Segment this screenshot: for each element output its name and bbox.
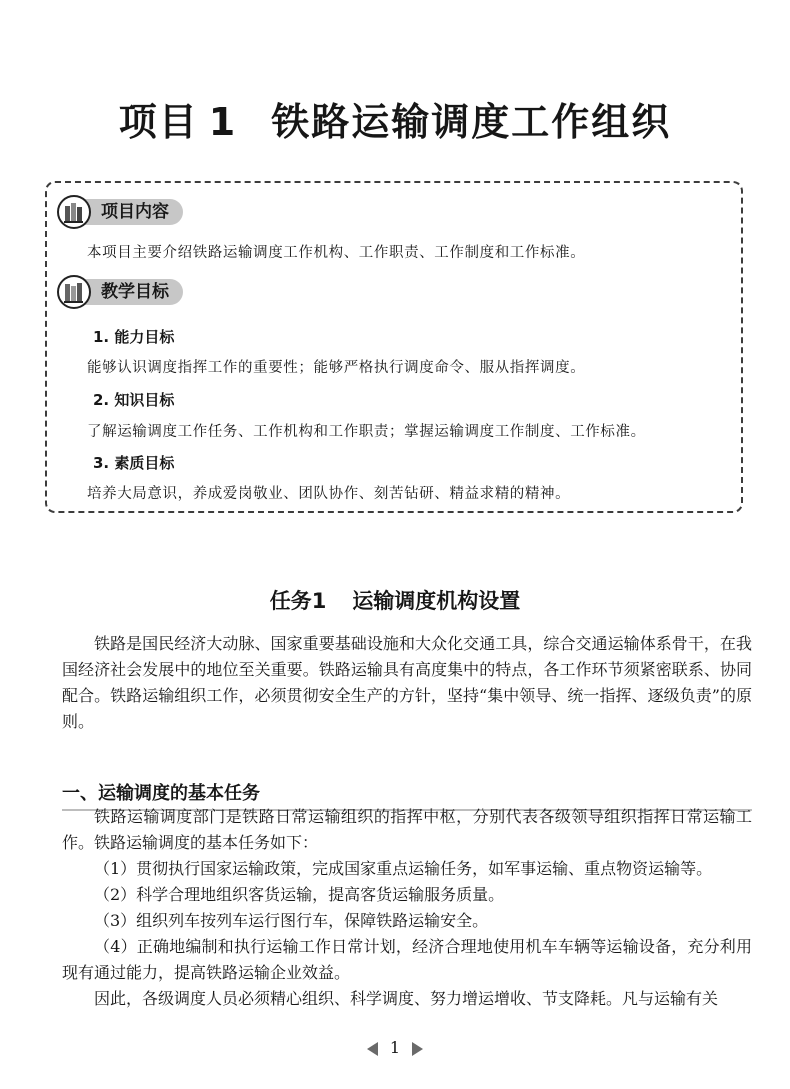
list-item: （1）贯彻执行国家运输政策，完成国家重点运输任务，如军事运输、重点物资运输等。 [94,859,713,878]
goal-text: 了解运输调度工作任务、工作机构和工作职责；掌握运输调度工作制度、工作标准。 [87,424,646,440]
goal-heading: 3. 素质目标 [93,454,175,472]
body-paragraph: 铁路运输调度部门是铁路日常运输组织的指挥中枢，分别代表各级领导组织指挥日常运输工作。铁路运输调度的基本任务如下： [62,807,752,852]
goal-heading: 2. 知识目标 [93,391,175,409]
right-triangle-icon [412,1042,423,1056]
page-number-footer [0,1038,790,1057]
list-item: （3）组织列车按列车运行图行车，保障铁路运输安全。 [94,911,489,930]
section-body [62,804,752,1012]
task-number: 1 [311,589,327,614]
task-title [0,585,790,615]
intro-paragraph: 铁路是国民经济大动脉、国家重要基础设施和大众化交通工具，综合交通运输体系骨干，在我国经济社会发展中的地位至关重要。铁路运输具有高度集中的特点，各工作环节须紧密联系、协同配合。铁路运输组织工作，必须贯彻安全生产的方针，坚持“集中领导、统一指挥、逐级负责”的原则。 [62,634,752,731]
task-title-text: 运输调度机构设置 [352,589,521,614]
page-number: 1 [389,1038,401,1057]
books-icon [57,275,91,309]
project-title-text: 铁路运输调度工作组织 [271,100,672,145]
project-label: 项目 [118,100,199,145]
project-number: 1 [208,100,238,145]
goal-heading: 1. 能力目标 [93,328,175,346]
list-item: （4）正确地编制和执行运输工作日常计划，经济合理地使用机车车辆等运输设备，充分利用现有通过能力，提高铁路运输企业效益。 [62,937,752,982]
content-section-label: 项目内容 [79,199,183,225]
content-section-text: 本项目主要介绍铁路运输调度工作机构、工作职责、工作制度和工作标准。 [87,245,586,261]
list-item: （2）科学合理地组织客货运输，提高客货运输服务质量。 [94,885,505,904]
project-title [0,91,790,146]
goal-text: 能够认识调度指挥工作的重要性；能够严格执行调度命令、服从指挥调度。 [87,360,586,376]
intro-paragraph-block [62,631,752,735]
goal-text: 培养大局意识，养成爱岗敬业、团队协作、刻苦钻研、精益求精的精神。 [87,486,571,502]
left-triangle-icon [367,1042,378,1056]
task-label: 任务 [269,589,312,614]
body-paragraph: 因此，各级调度人员必须精心组织、科学调度、努力增运增收、节支降耗。凡与运输有关 [94,989,719,1008]
teaching-section-label: 教学目标 [79,279,183,305]
project-overview-box [45,181,743,513]
books-icon [57,195,91,229]
section-heading: 一、运输调度的基本任务 [62,779,752,811]
